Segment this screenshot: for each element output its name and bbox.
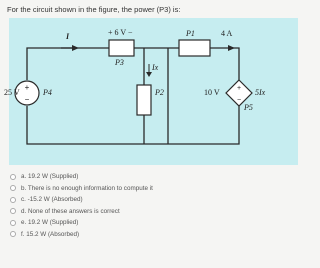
element-p1-box [179,40,210,56]
radio-button[interactable] [10,208,16,214]
p4-label: P4 [43,88,52,97]
source-6v-box [109,40,134,56]
ix-label: Ix [152,63,159,72]
current-4a-label: 4 A [221,29,233,38]
p5-label: P5 [244,103,253,112]
source-25v-label: 25 V [4,88,20,97]
answer-options [10,171,153,240]
answer-option-b[interactable] [10,183,153,195]
p2-label: P2 [155,88,164,97]
svg-text:−: − [24,95,30,104]
answer-option-f[interactable] [10,229,153,241]
question-text: For the circuit shown in the figure, the power (P3) is: [7,5,181,14]
svg-text:+: + [236,85,242,92]
current-arrow-4a [228,45,235,51]
option-label: a. 19.2 W (Supplied) [21,173,79,181]
answer-option-a[interactable] [10,171,153,183]
source-10v-label: 10 V [204,88,220,97]
p3-label: P3 [115,58,124,67]
svg-text:−: − [236,97,242,104]
option-label: e. 19.2 W (Supplied) [21,219,79,227]
svg-text:+: + [24,83,30,92]
option-label: f. 15.2 W (Absorbed) [21,230,80,238]
radio-button[interactable] [10,174,16,180]
p1-label: P1 [186,29,195,38]
option-label: c. -15.2 W (Absorbed) [21,196,83,204]
answer-option-e[interactable] [10,217,153,229]
circuit-figure [4,18,298,165]
element-p2-box [137,85,151,115]
radio-button[interactable] [10,185,16,191]
option-label: d. None of these answers is correct [21,207,120,215]
source-6v-label: + 6 V − [108,28,133,37]
current-arrow-ix [146,72,152,77]
answer-option-c[interactable] [10,194,153,206]
current-arrow-i [72,45,79,51]
radio-button[interactable] [10,197,16,203]
answer-option-d[interactable] [10,206,153,218]
radio-button[interactable] [10,231,16,237]
radio-button[interactable] [10,220,16,226]
option-label: b. There is no enough information to compute it [21,184,153,192]
current-i-label: I [66,32,70,41]
dependent-source-label: 5Ix [255,88,266,97]
